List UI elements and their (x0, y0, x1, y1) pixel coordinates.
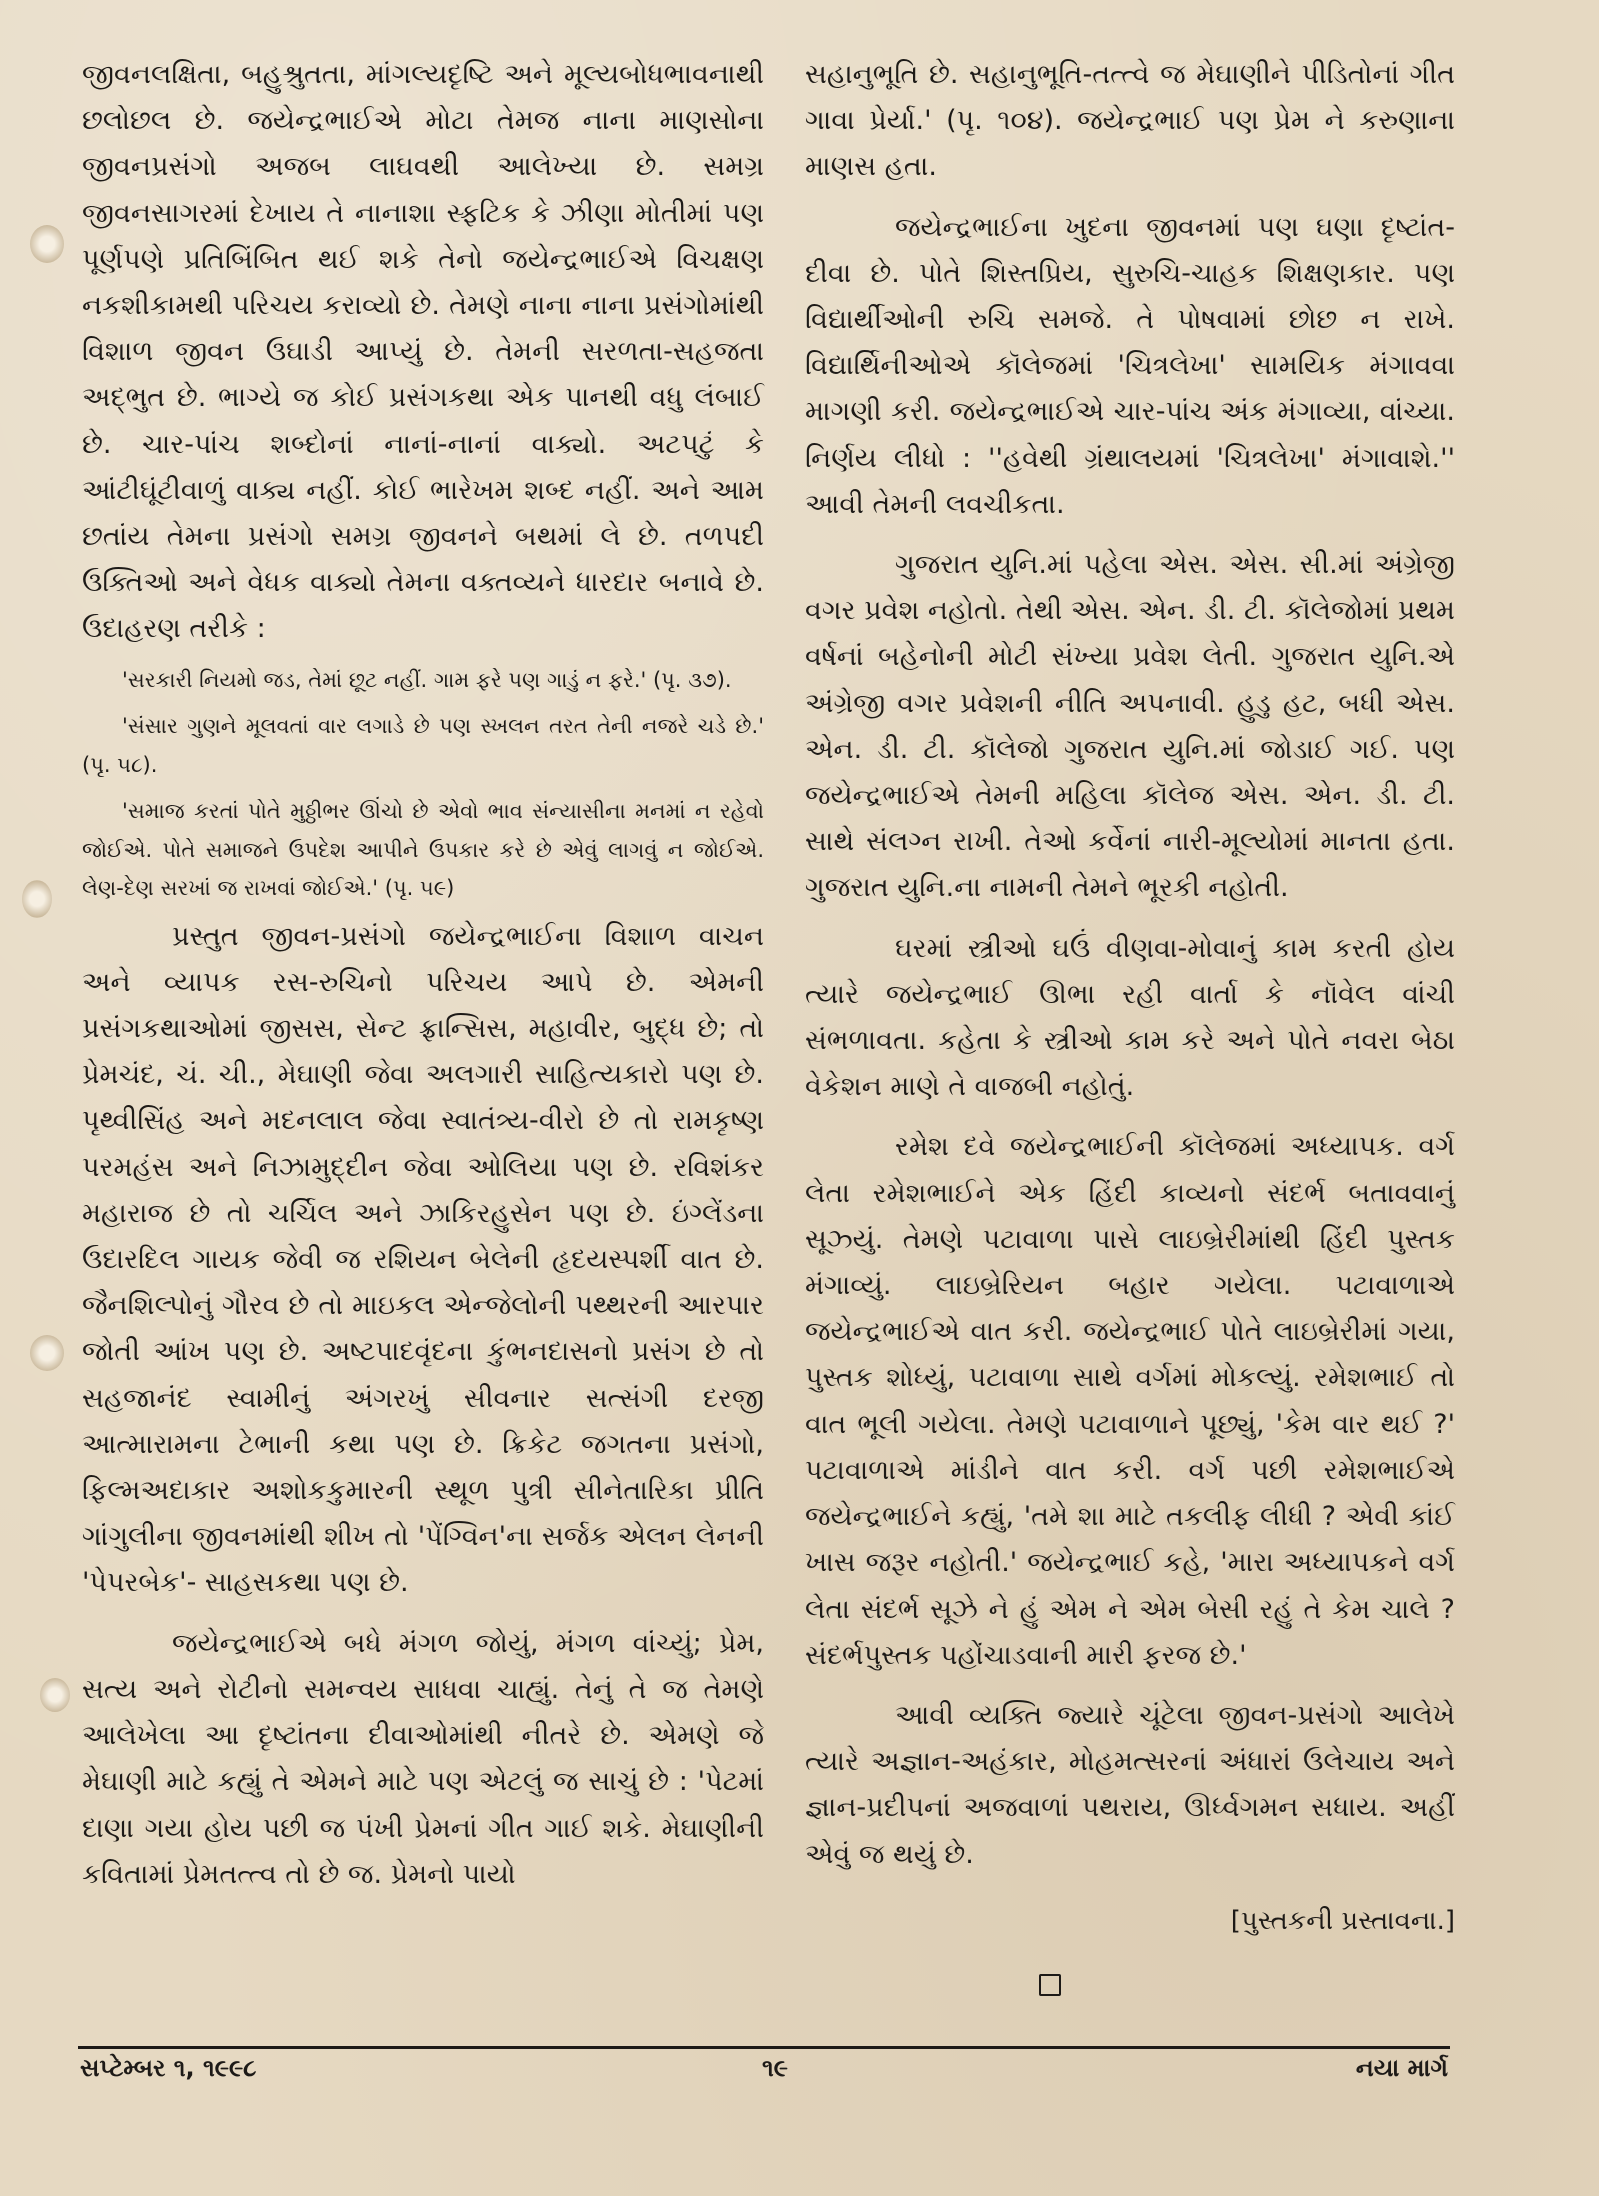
punch-hole-middle (22, 880, 52, 918)
paragraph: પ્રસ્તુત જીવન-પ્રસંગો જયેન્દ્રભાઈના વિશાળ વાચન અને વ્યાપક રસ-રુચિનો પરિચય આપે છે. એમની પ્રસંગકથાઓમાં જીસસ, સેન્ટ ફ્રાન્સિસ, મહાવીર, બુદ્ધ છે; તો પ્રેમચંદ, ચં. ચી., મેઘાણી જેવા અલગારી સાહિત્યકારો પણ છે. પૃથ્વીસિંહ અને મદનલાલ જેવા સ્વાતંત્ર્ય-વીરો છે તો રામકૃષ્ણ પરમહંસ અને નિઝામુદ્દીન જેવા ઓલિયા પણ છે. રવિશંકર મહારાજ છે તો ચર્ચિલ અને ઝાકિરહુસેન પણ છે. ઇંગ્લેંડના ઉદારદિલ ગાયક જેવી જ રશિયન બેલેની હૃદયસ્પર્શી વાત છે. જૈનશિલ્પોનું ગૌરવ છે તો માઇકલ એન્જેલોની પથ્થરની આરપાર જોતી આંખ પણ છે. અષ્ટપાદવૃંદના કુંભનદાસનો પ્રસંગ છે તો સહજાનંદ સ્વામીનું અંગરખું સીવનાર સત્સંગી દરજી આત્મારામના ટેભાની કથા પણ છે. ક્રિકેટ જગતના પ્રસંગો, ફિલ્મઅદાકાર અશોકકુમારની સ્થૂળ પુત્રી સીનેતારિકા પ્રીતિ ગાંગુલીના જીવનમાંથી શીખ તો 'પેંગ્વિન'ના સર્જક એલન લેનની 'પેપરબેક'- સાહસકથા પણ છે. (82, 920, 764, 1599)
punch-hole-lower (30, 1335, 64, 1371)
end-mark-icon (1039, 1974, 1061, 1996)
paragraph: જીવનલક્ષિતા, બહુશ્રુતતા, માંગલ્યદૃષ્ટિ અને મૂલ્યબોધભાવનાથી છલોછલ છે. જયેન્દ્રભાઈએ મોટા તેમજ નાના માણસોના જીવનપ્રસંગો અજબ લાઘવથી આલેખ્યા છે. સમગ્ર જીવનસાગરમાં દેખાય તે નાનાશા સ્ફટિક કે ઝીણા મોતીમાં પણ પૂર્ણપણે પ્રતિબિંબિત થઈ શકે તેનો જયેન્દ્રભાઈએ વિચક્ષણ નકશીકામથી પરિચય કરાવ્યો છે. તેમણે નાના નાના પ્રસંગોમાંથી વિશાળ જીવન ઉઘાડી આપ્યું છે. તેમની સરળતા-સહજતા અદ્ભુત છે. ભાગ્યે જ કોઈ પ્રસંગકથા એક પાનથી વધુ લંબાઈ છે. ચાર-પાંચ શબ્દોનાં નાનાં-નાનાં વાક્યો. અટપટું કે આંટીઘૂંટીવાળું વાક્ય નહીં. કોઈ ભારેખમ શબ્દ નહીં. અને આમ છતાંય તેમના પ્રસંગો સમગ્ર જીવનને બથમાં લે છે. તળપદી ઉક્તિઓ અને વેધક વાક્યો તેમના વક્તવ્યને ધારદાર બનાવે છે. ઉદાહરણ તરીકે : (82, 59, 764, 645)
paragraph: જયેન્દ્રભાઈએ બધે મંગળ જોયું, મંગળ વાંચ્યું; પ્રેમ, સત્ય અને રોટીનો સમન્વય સાધવા ચાહ્યું. તેનું તે જ તેમણે આલેખેલા આ દૃષ્ટાંતના દીવાઓમાંથી નીતરે છે. એમણે જે મેઘાણી માટે કહ્યું તે એમને માટે પણ એટલું જ સાચું છે : 'પેટમાં દાણા ગયા હોય પછી જ પંખી પ્રેમનાં ગીત ગાઈ શકે. મેઘાણીની કવિતામાં પ્રેમતત્ત્વ તો છે જ. પ્રેમનો પાયો (82, 1627, 764, 1890)
footer-rule (78, 2046, 1450, 2049)
right-column (805, 52, 1455, 1996)
paragraph: આવી વ્યક્તિ જ્યારે ચૂંટેલા જીવન-પ્રસંગો આલેખે ત્યારે અજ્ઞાન-અહંકાર, મોહમત્સરનાં અંધારાં ઉલેચાય અને જ્ઞાન-પ્રદીપનાં અજવાળાં પથરાય, ઊર્ધ્વગમન સધાય. અહીં એવું જ થયું છે. (805, 1699, 1455, 1870)
paragraph: સહાનુભૂતિ છે. સહાનુભૂતિ-તત્ત્વે જ મેઘાણીને પીડિતોનાં ગીત ગાવા પ્રેર્યા.' (પૃ. ૧૦૪). જયેન્દ્રભાઈ પણ પ્રેમ ને કરુણાના માણસ હતા. (805, 59, 1455, 183)
page-number: ૧૯ (762, 2054, 788, 2082)
punch-hole-top (30, 225, 64, 263)
paragraph: રમેશ દવે જયેન્દ્રભાઈની કૉલેજમાં અધ્યાપક. વર્ગ લેતા રમેશભાઈને એક હિંદી કાવ્યનો સંદર્ભ બતાવવાનું સૂઝ્યું. તેમણે પટાવાળા પાસે લાઇબ્રેરીમાંથી હિંદી પુસ્તક મંગાવ્યું. લાઇબ્રેરિયન બહાર ગયેલા. પટાવાળાએ જયેન્દ્રભાઈએ વાત કરી. જયેન્દ્રભાઈ પોતે લાઇબ્રેરીમાં ગયા, પુસ્તક શોધ્યું, પટાવાળા સાથે વર્ગમાં મોકલ્યું. રમેશભાઈ તો વાત ભૂલી ગયેલા. તેમણે પટાવાળાને પૂછ્યું, 'કેમ વાર થઈ ?' પટાવાળાએ માંડીને વાત કરી. વર્ગ પછી રમેશભાઈએ જયેન્દ્રભાઈને કહ્યું, 'તમે શા માટે તકલીફ લીધી ? એવી કાંઈ ખાસ જરૂર નહોતી.' જયેન્દ્રભાઈ કહે, 'મારા અધ્યાપકને વર્ગ લેતા સંદર્ભ સૂઝે ને હું એમ ને એમ બેસી રહું તે કેમ ચાલે ? સંદર્ભપુસ્તક પહોંચાડવાની મારી ફરજ છે.' (805, 1131, 1455, 1671)
source-citation: [પુસ્તકની પ્રસ્તાવના.] (1230, 1905, 1455, 1936)
punch-hole-bottom (40, 1678, 70, 1712)
left-column (82, 52, 764, 1898)
paragraph: ઘરમાં સ્ત્રીઓ ઘઉં વીણવા-મોવાનું કામ કરતી હોય ત્યારે જયેન્દ્રભાઈ ઊભા રહી વાર્તા કે નૉવેલ વાંચી સંભળાવતા. કહેતા કે સ્ત્રીઓ કામ કરે અને પોતે નવરા બેઠા વેકેશન માણે તે વાજબી નહોતું. (805, 932, 1455, 1103)
magazine-name: નયા માર્ગ (1355, 2054, 1448, 2082)
quote: 'સરકારી નિયમો જડ, તેમાં છૂટ નહીં. ગામ ફરે પણ ગાડું ન ફરે.' (પૃ. ૩૭). (122, 667, 732, 692)
paragraph: જયેન્દ્રભાઈના ખુદના જીવનમાં પણ ઘણા દૃષ્ટાંત-દીવા છે. પોતે શિસ્તપ્રિય, સુરુચિ-ચાહક શિક્ષણકાર. પણ વિદ્યાર્થીઓની રુચિ સમજે. તે પોષવામાં છોછ ન રાખે. વિદ્યાર્થિનીઓએ કૉલેજમાં 'ચિત્રલેખા' સામયિક મંગાવવા માગણી કરી. જયેન્દ્રભાઈએ ચાર-પાંચ અંક મંગાવ્યા, વાંચ્યા. નિર્ણય લીધો : ''હવેથી ગ્રંથાલયમાં 'ચિત્રલેખા' મંગાવાશે.'' આવી તેમની લવચીકતા. (805, 211, 1455, 520)
paragraph: ગુજરાત યુનિ.માં પહેલા એસ. એસ. સી.માં અંગ્રેજી વગર પ્રવેશ નહોતો. તેથી એસ. એન. ડી. ટી. કૉલેજોમાં પ્રથમ વર્ષનાં બહેનોની મોટી સંખ્યા પ્રવેશ લેતી. ગુજરાત યુનિ.એ અંગ્રેજી વગર પ્રવેશની નીતિ અપનાવી. હુડુ હટ, બધી એસ. એન. ડી. ટી. કૉલેજો ગુજરાત યુનિ.માં જોડાઈ ગઈ. પણ જયેન્દ્રભાઈએ તેમની મહિલા કૉલેજ એસ. એન. ડી. ટી. સાથે સંલગ્ન રાખી. તેઓ કર્વેનાં નારી-મૂલ્યોમાં માનતા હતા. ગુજરાત યુનિ.ના નામની તેમને ભૂરકી નહોતી. (805, 549, 1455, 904)
quote: 'સંસાર ગુણને મૂલવતાં વાર લગાડે છે પણ સ્ખલન તરત તેની નજરે ચડે છે.' (પૃ. ૫૮). (82, 714, 764, 777)
quote: 'સમાજ કરતાં પોતે મુઠ્ઠીભર ઊંચો છે એવો ભાવ સંન્યાસીના મનમાં ન રહેવો જોઈએ. પોતે સમાજને ઉપદેશ આપીને ઉપકાર કરે છે એવું લાગવું ન જોઈએ. લેણ-દેણ સરખાં જ રાખવાં જોઈએ.' (પૃ. ૫૯) (82, 799, 764, 901)
footer-date: સપ્ટેમ્બર ૧, ૧૯૯૮ (80, 2054, 257, 2082)
